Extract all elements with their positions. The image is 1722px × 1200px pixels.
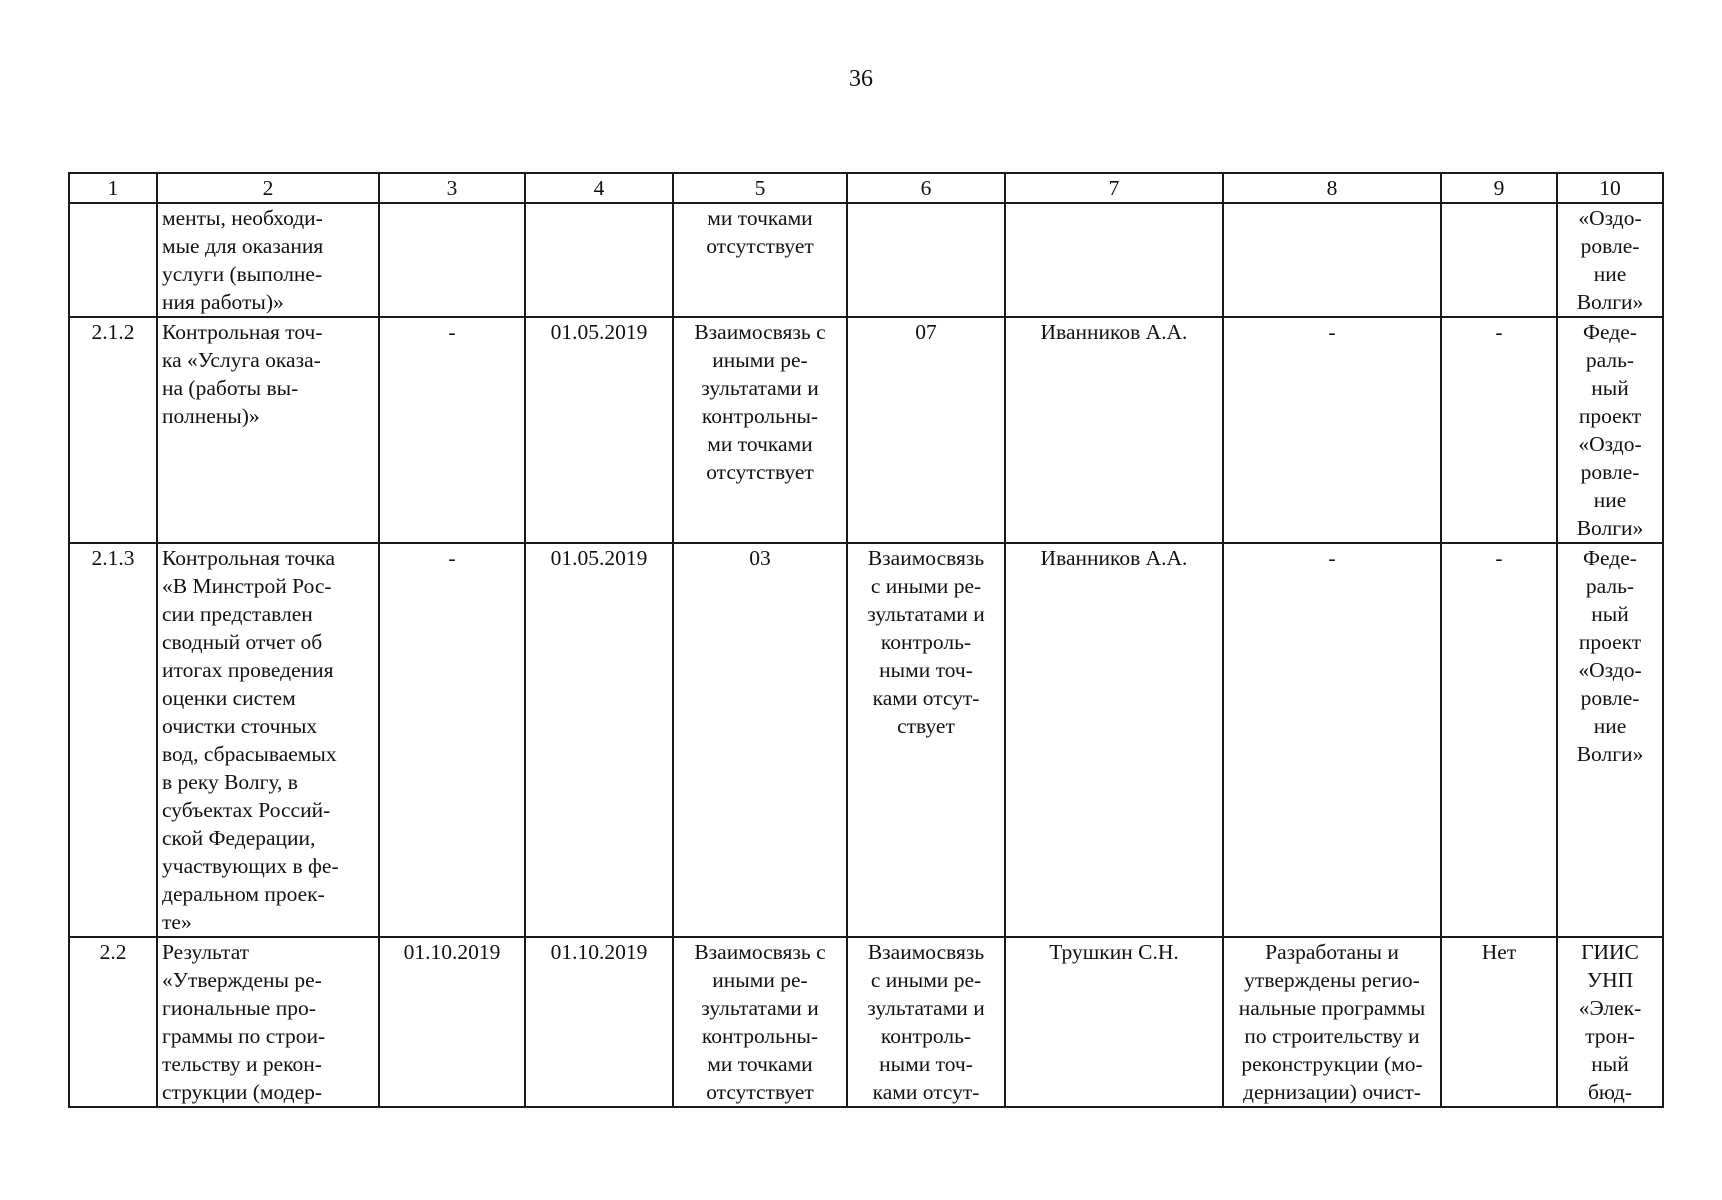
table-row: [69, 937, 1663, 1107]
cell-successors: [847, 203, 1005, 317]
table-header-row: [69, 173, 1663, 203]
column-header: 6: [847, 173, 1005, 203]
cell-level: -: [1441, 317, 1557, 543]
cell-end-date: 01.05.2019: [525, 543, 673, 937]
cell-predecessors: Взаимосвязь с иными ре- зультатами и контрольны- ми точками отсутствует: [673, 937, 847, 1107]
cell-result-type: -: [1223, 317, 1441, 543]
cell-number: 2.1.2: [69, 317, 157, 543]
cell-responsible: Иванников А.А.: [1005, 543, 1223, 937]
cell-number: 2.1.3: [69, 543, 157, 937]
cell-end-date: 01.10.2019: [525, 937, 673, 1107]
cell-level: [1441, 203, 1557, 317]
cell-predecessors: ми точками отсутствует: [673, 203, 847, 317]
cell-source: ГИИС УНП «Элек- трон- ный бюд-: [1557, 937, 1663, 1107]
cell-predecessors: 03: [673, 543, 847, 937]
cell-end-date: [525, 203, 673, 317]
cell-responsible: Иванников А.А.: [1005, 317, 1223, 543]
cell-responsible: Трушкин С.Н.: [1005, 937, 1223, 1107]
cell-description: Результат «Утверждены ре- гиональные про- граммы по строи- тельству и рекон- струкции (модер-: [157, 937, 379, 1107]
cell-result-type: Разработаны и утверждены регио- нальные программы по строительству и реконструкции (мо- дернизации) очист-: [1223, 937, 1441, 1107]
cell-predecessors: Взаимосвязь с иными ре- зультатами и контрольны- ми точками отсутствует: [673, 317, 847, 543]
cell-result-type: -: [1223, 543, 1441, 937]
cell-number: [69, 203, 157, 317]
cell-level: Нет: [1441, 937, 1557, 1107]
cell-description: Контрольная точ- ка «Услуга оказа- на (работы вы- полнены)»: [157, 317, 379, 543]
cell-source: Феде- раль- ный проект «Оздо- ровле- ние Волги»: [1557, 317, 1663, 543]
column-header: 10: [1557, 173, 1663, 203]
cell-start-date: 01.10.2019: [379, 937, 525, 1107]
cell-successors: Взаимосвязь с иными ре- зультатами и контроль- ными точ- ками отсут-: [847, 937, 1005, 1107]
cell-description: менты, необходи- мые для оказания услуги (выполне- ния работы)»: [157, 203, 379, 317]
cell-responsible: [1005, 203, 1223, 317]
table-row: [69, 543, 1663, 937]
cell-result-type: [1223, 203, 1441, 317]
column-header: 3: [379, 173, 525, 203]
column-header: 4: [525, 173, 673, 203]
column-header: 7: [1005, 173, 1223, 203]
cell-description: Контрольная точка «В Минстрой Рос- сии представлен сводный отчет об итогах проведения оценки систем очистки сточных вод, сбрасываемых в реку Волгу, в субъектах Россий- ской Федерации, участвующих в фе- деральном проек- те»: [157, 543, 379, 937]
column-header: 5: [673, 173, 847, 203]
cell-successors: Взаимосвязь с иными ре- зультатами и контроль- ными точ- ками отсут- ствует: [847, 543, 1005, 937]
cell-start-date: -: [379, 317, 525, 543]
cell-successors: 07: [847, 317, 1005, 543]
column-header: 8: [1223, 173, 1441, 203]
cell-source: «Оздо- ровле- ние Волги»: [1557, 203, 1663, 317]
plan-table: [68, 172, 1664, 1108]
column-header: 2: [157, 173, 379, 203]
page-number: 36: [849, 66, 873, 92]
cell-level: -: [1441, 543, 1557, 937]
table-row: [69, 317, 1663, 543]
cell-source: Феде- раль- ный проект «Оздо- ровле- ние Волги»: [1557, 543, 1663, 937]
table-row: [69, 203, 1663, 317]
cell-end-date: 01.05.2019: [525, 317, 673, 543]
cell-start-date: -: [379, 543, 525, 937]
column-header: 9: [1441, 173, 1557, 203]
cell-start-date: [379, 203, 525, 317]
column-header: 1: [69, 173, 157, 203]
cell-number: 2.2: [69, 937, 157, 1107]
